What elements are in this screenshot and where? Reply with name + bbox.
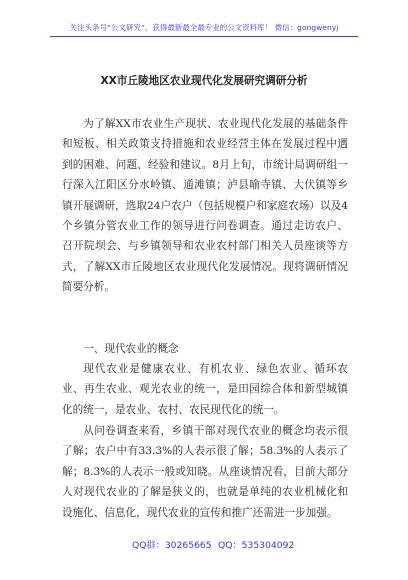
section-paragraph: 从问卷调查来看，乡镇干部对现代农业的概念均表示很了解；农户中有33.3%的人表示很了解；58.3%的人表示了解；8.3%的人表示一般或知晓。从座谈情况看，目前大部分人对现代农业的了解是狭义的，也就是单纯的农业机械化和设施化、信息化，现代农业的宣传和推广还需进一步加强。	[62, 425, 348, 519]
header-divider	[50, 36, 358, 37]
qq-contact-text: QQ：535304092	[218, 540, 295, 551]
document-title: XX市丘陵地区农业现代化发展研究调研分析	[100, 75, 308, 87]
footer	[0, 537, 408, 551]
intro-paragraph: 为了解XX市农业生产现状、农业现代化发展的基础条件和短板、相关政策支持措施和农业经营主体在发展过程中遇到的困难、问题、经验和建议。8月上旬，市统计局调研组一行深入江阳区分水岭镇、通滩镇；泸县喻寺镇、大伏镇等乡镇开展调研，选取24户农户（包括规模户和家庭农场）以及4个乡镇分管农业工作的领导进行问卷调查。通过走访农户、召开院坝会、与乡镇领导和农业农村部门相关人员座谈等方式，了解XX市丘陵地区农业现代化发展情况。现将调研情况简要分析。	[62, 118, 348, 294]
section-paragraph: 现代农业是健康农业、有机农业、绿色农业、循环农业、再生农业、观光农业的统一，是田园综合体和新型城镇化的统一，是农业、农村、农民现代化的统一。	[62, 363, 348, 416]
section-heading: 一、现代农业的概念	[83, 343, 179, 355]
header-note: 关注头条号“公文研究”，获得最新最全最专业的公文资料库！ 微信：gongwenyj	[69, 23, 339, 32]
qq-group-text: QQ群：30265665	[132, 540, 212, 551]
